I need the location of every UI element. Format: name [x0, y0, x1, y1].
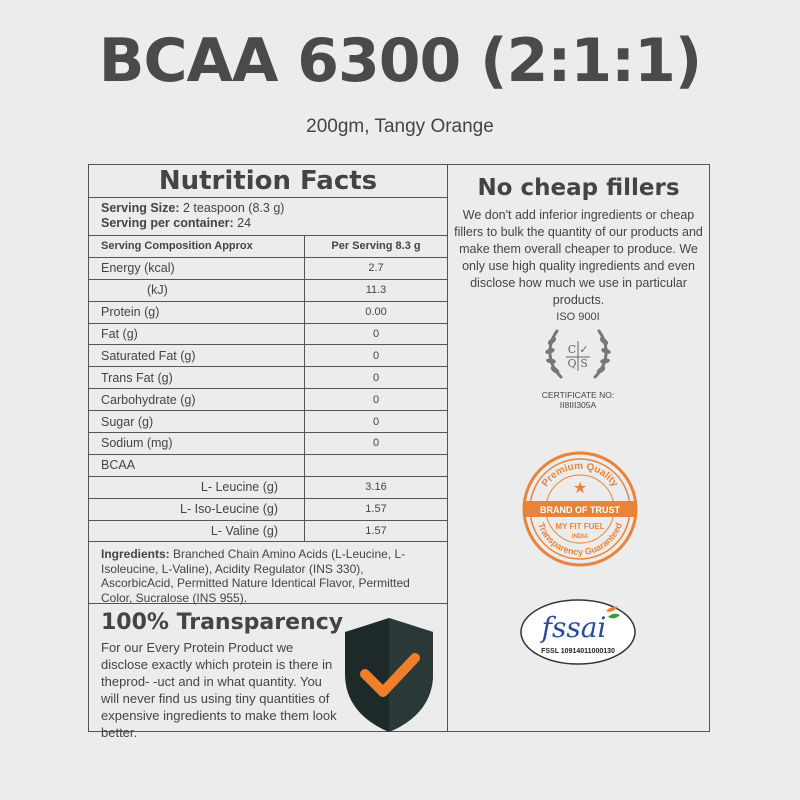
row-value: 0: [305, 345, 448, 367]
table-row: [89, 411, 447, 433]
row-label: Saturated Fat (g): [89, 345, 305, 367]
table-row: [89, 257, 447, 279]
shield-check-icon: [341, 616, 437, 734]
ingredients-text: Branched Chain Amino Acids (L-Leucine, L-Isoleucine, L-Valine), Acidity Regulator (INS 330), AscorbicAcid, Permitted Nature Identical Flavor, Permitted Color, Sucralose (INS 955).: [101, 547, 410, 605]
info-panel: [88, 164, 710, 741]
row-value: 0: [305, 323, 448, 345]
row-value: 11.3: [305, 279, 448, 301]
iso-cert-label: CERTIFICATE NO:: [541, 390, 615, 400]
seal-brand: MY FIT FUEL: [555, 522, 605, 531]
svg-text:★: ★: [572, 478, 588, 497]
row-value: 3.16: [305, 476, 448, 498]
iso-certificate: [518, 390, 638, 410]
fssai-logo-text: fssai: [541, 611, 607, 644]
row-label: Sugar (g): [89, 411, 305, 433]
no-fillers-text: We don't add inferior ingredients or cheap fillers to bulk the quantity of our products and make them overall cheaper to produce. We only use high quality ingredients and even disclose how much we use in particular products.: [454, 208, 703, 307]
row-label: Protein (g): [89, 301, 305, 323]
table-row: [89, 433, 447, 455]
row-value: 0: [305, 411, 448, 433]
laurel-icon: [543, 323, 613, 383]
seal-top-text: Premium Quality: [539, 460, 621, 490]
fssai-license: FSSL 10914011000130: [541, 648, 615, 655]
product-title: BCAA 6300 (2:1:1): [98, 26, 702, 96]
fssai-logo-icon: [518, 597, 638, 667]
table-row: [89, 279, 447, 301]
table-header: [89, 236, 447, 257]
row-label: Trans Fat (g): [89, 367, 305, 389]
serving-size-value: 2 teaspoon (8.3 g): [179, 201, 285, 215]
row-label: L- Leucine (g): [89, 476, 305, 498]
svg-text:C: C: [567, 343, 577, 356]
row-value: [305, 454, 448, 476]
table-row: [89, 301, 447, 323]
row-value: 0.00: [305, 301, 448, 323]
ingredients-label: Ingredients:: [101, 547, 170, 562]
fillers-column: [448, 165, 709, 731]
row-label: Energy (kcal): [89, 257, 305, 279]
column-header-composition: Serving Composition Approx: [89, 236, 305, 257]
iso-badge: [518, 311, 638, 421]
table-row: [89, 345, 447, 367]
row-label: Sodium (mg): [89, 433, 305, 455]
row-label: Carbohydrate (g): [89, 389, 305, 411]
row-label: BCAA: [89, 454, 305, 476]
no-fillers-heading: No cheap fillers: [477, 175, 680, 201]
row-value: 0: [305, 433, 448, 455]
row-label: L- Iso-Leucine (g): [89, 498, 305, 520]
serving-size-label: Serving Size:: [101, 201, 180, 215]
nutrition-facts-heading: Nutrition Facts: [89, 165, 447, 198]
nutrition-column: [89, 165, 447, 741]
seal-country: INDIA: [571, 534, 589, 540]
row-value: 0: [305, 367, 448, 389]
iso-cert-number: II8III305A: [559, 400, 597, 410]
svg-text:✓: ✓: [579, 343, 589, 356]
seal-bottom-text: Transparency Guaranteed: [536, 521, 624, 558]
column-header-per-serving: Per Serving 8.3 g: [305, 236, 448, 257]
row-value: 2.7: [305, 257, 448, 279]
table-row: [89, 520, 447, 542]
row-label: Fat (g): [89, 323, 305, 345]
svg-text:Q: Q: [567, 357, 577, 370]
transparency-heading: 100% Transparency: [101, 610, 344, 636]
product-subtitle: 200gm, Tangy Orange: [306, 116, 494, 137]
row-value: 0: [305, 389, 448, 411]
nutrition-table: [89, 236, 447, 542]
serving-info: [89, 198, 447, 236]
ingredients: [89, 542, 447, 604]
seal-banner: BRAND OF TRUST: [540, 505, 620, 515]
brand-of-trust-seal-icon: [520, 449, 640, 569]
row-label: L- Valine (g): [89, 520, 305, 542]
row-value: 1.57: [305, 520, 448, 542]
row-value: 1.57: [305, 498, 448, 520]
per-container-label: Serving per container:: [101, 216, 234, 230]
transparency-text: For our Every Protein Product we disclose exactly which protein is there in theprod- -uct and in what quantity. You will never find us using tiny quantities of expensive ingredients to make them look better.: [101, 640, 337, 741]
row-label: (kJ): [89, 279, 305, 301]
table-row: [89, 454, 447, 476]
table-row: [89, 498, 447, 520]
per-container-value: 24: [233, 216, 252, 230]
transparency-section: [89, 604, 447, 741]
svg-text:S: S: [580, 357, 588, 370]
iso-label: ISO 900I: [556, 311, 600, 323]
table-row: [89, 367, 447, 389]
table-row: [89, 323, 447, 345]
table-row: [89, 476, 447, 498]
table-row: [89, 389, 447, 411]
